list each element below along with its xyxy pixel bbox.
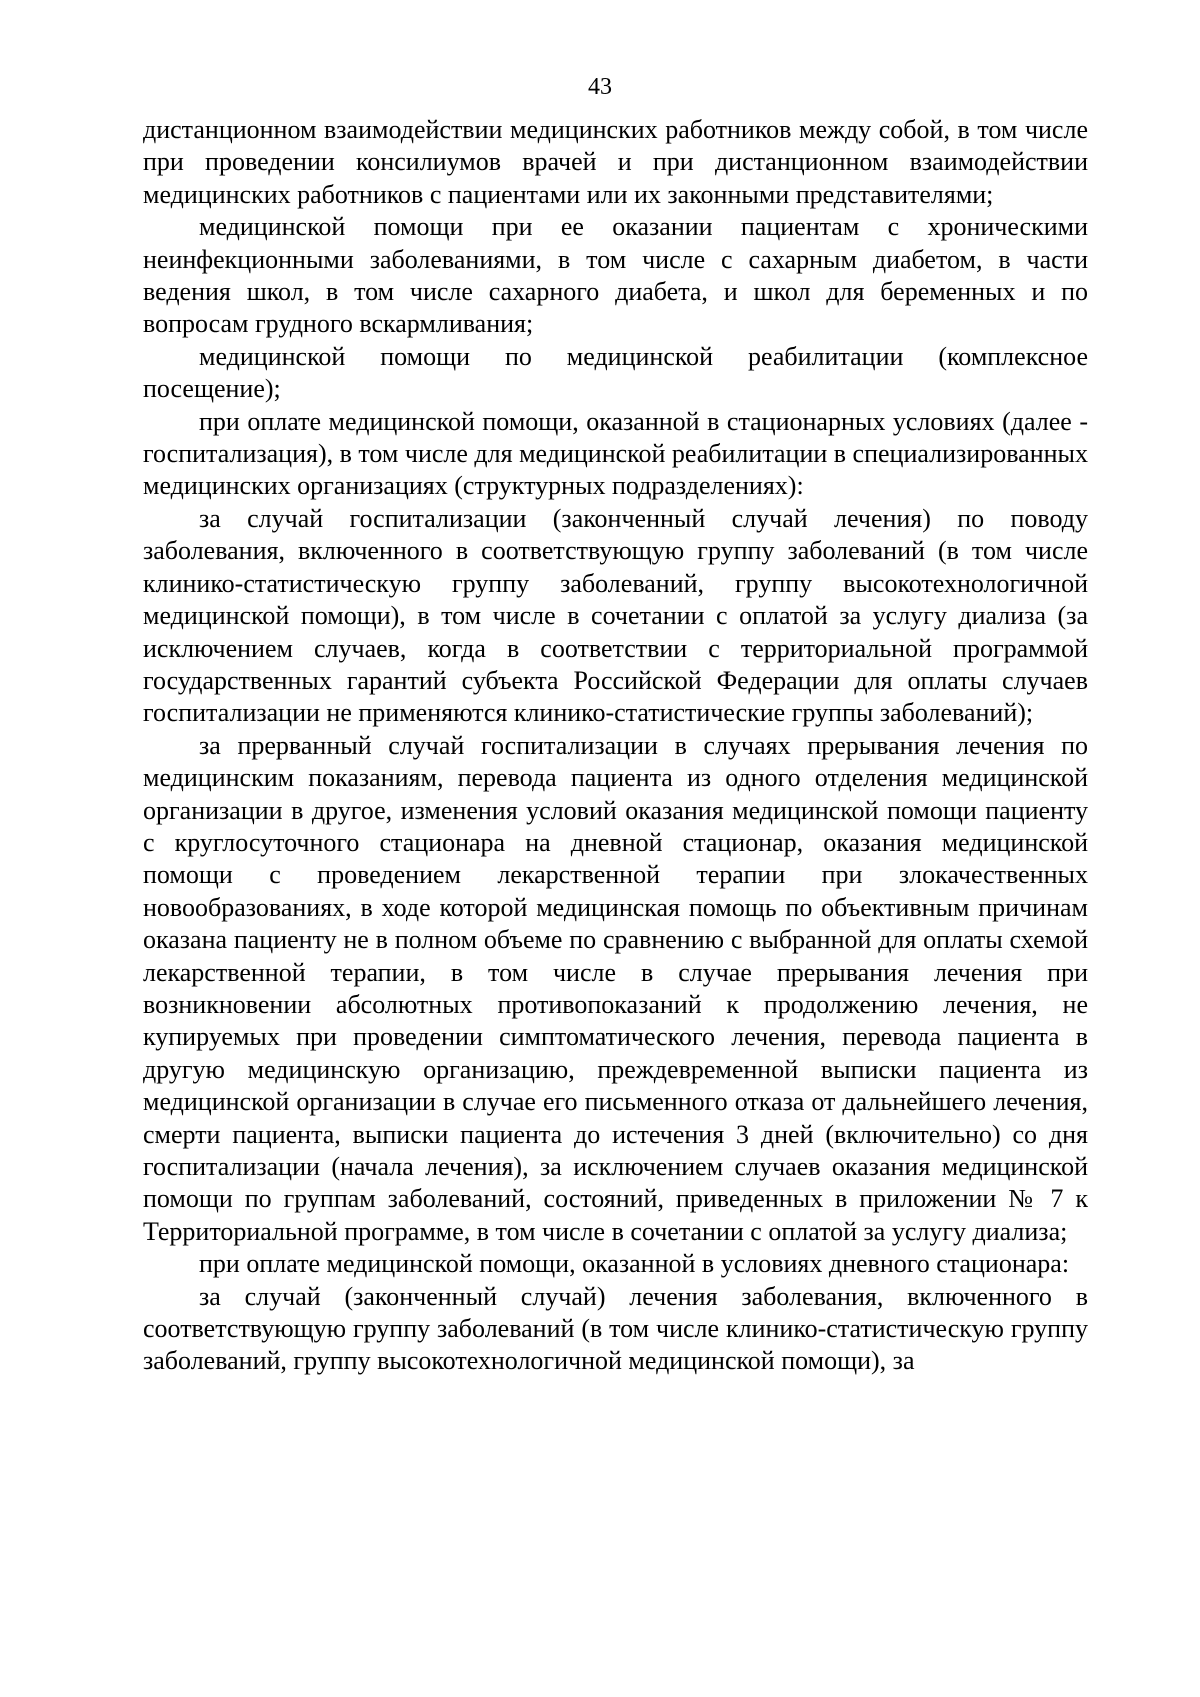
paragraph-inpatient-payment: при оплате медицинской помощи, оказанной в стационарных условиях (далее - госпитализация), в том числе для медицинской реабилитации в специализированных медицинских организациях (структурных подразделениях): (143, 406, 1088, 501)
paragraph-hospitalization-case: за случай госпитализации (законченный случай лечения) по поводу заболевания, включенного в соответствующую группу заболеваний (в том числе клинико-статистическую группу заболеваний, группу высокотехнологичной медицинской помощи), в том числе в сочетании с оплатой за услугу диализа (за исключением случаев, когда в соответствии с территориальной программой государственных гарантий субъекта Российской Федерации для оплаты случаев госпитализации не применяются клинико-статистические группы заболеваний); (143, 503, 1088, 728)
paragraph-rehabilitation: медицинской помощи по медицинской реабилитации (комплексное посещение); (143, 341, 1088, 404)
paragraph-day-hospital-payment: при оплате медицинской помощи, оказанной в условиях дневного стационара: (199, 1249, 1070, 1279)
paragraph-interrupted-case: за прерванный случай госпитализации в случаях прерывания лечения по медицинским показаниям, перевода пациента из одного отделения медицинской организации в другое, изменения условий оказания медицинской помощи пациенту с круглосуточного стационара на дневной стационар, оказания медицинской помощи с проведением лекарственной терапии при злокачественных новообразованиях, в ходе которой медицинская помощь по объективным причинам оказана пациенту не в полном объеме по сравнению с выбранной для оплаты схемой лекарственной терапии, в том числе в случае прерывания лечения при возникновении абсолютных противопоказаний к продолжению лечения, не купируемых при проведении симптоматического лечения, перевода пациента в другую медицинскую организацию, преждевременной выписки пациента из медицинской организации в случае его письменного отказа от дальнейшего лечения, смерти пациента, выписки пациента до истечения 3 дней (включительно) со дня госпитализации (начала лечения), за исключением случаев оказания медицинской помощи по группам заболеваний, состояний, приведенных в приложении № 7 к Территориальной программе, в том числе в сочетании с оплатой за услугу диализа; (143, 730, 1088, 1246)
body-text (143, 114, 1088, 1378)
page-number: 43 (588, 74, 612, 100)
paragraph-day-hospital-case: за случай (законченный случай) лечения заболевания, включенного в соответствующую группу заболеваний (в том числе клинико-статистическую группу заболеваний, группу высокотехнологичной медицинской помощи), за (143, 1281, 1088, 1376)
paragraph-continuation: дистанционном взаимодействии медицинских работников между собой, в том числе при проведении консилиумов врачей и при дистанционном взаимодействии медицинских работников с пациентами или их законными представителями; (143, 115, 1088, 209)
paragraph-chronic-diseases: медицинской помощи при ее оказании пациентам с хроническими неинфекционными заболеваниями, в том числе с сахарным диабетом, в части ведения школ, в том числе сахарного диабета, и школ для беременных и по вопросам грудного вскармливания; (143, 212, 1088, 339)
